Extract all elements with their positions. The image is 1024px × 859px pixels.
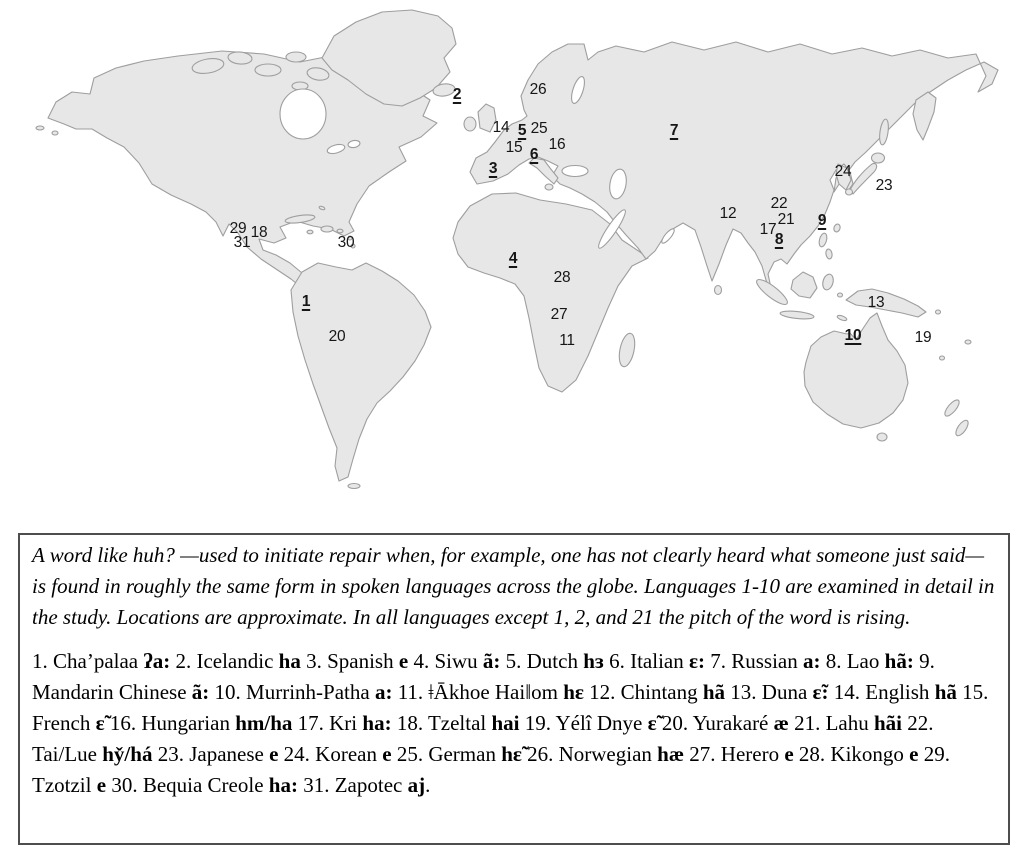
language-form: e — [382, 742, 392, 766]
language-item-11: 11. ǂĀkhoe Haiǁom hɛ — [397, 680, 584, 704]
map-marker-8: 8 — [774, 231, 784, 248]
language-item-6: 6. Italian ɛ: — [609, 649, 705, 673]
language-form: ɛ̃ — [95, 711, 105, 735]
language-form: æ — [773, 711, 789, 735]
map-marker-10: 10 — [844, 327, 862, 344]
language-item-18: 18. Tzeltal hai — [396, 711, 520, 735]
language-form: ha — [278, 649, 301, 673]
map-marker-20: 20 — [328, 328, 346, 345]
map-marker-12: 12 — [719, 205, 737, 222]
language-item-5: 5. Dutch hɜ — [505, 649, 604, 673]
map-marker-23: 23 — [875, 177, 893, 194]
map-marker-24: 24 — [834, 163, 852, 180]
language-item-13: 13. Duna ɛ̃: — [730, 680, 829, 704]
map-marker-15: 15 — [505, 139, 523, 156]
language-form: ɛ̃ — [647, 711, 657, 735]
figure-caption: A word like huh? —used to initiate repair when, for example, one has not clearly heard what someone just said— is found in roughly the same form in spoken languages across the globe. Languages 1-10 are examined in detail in the study. Locations are approximate. In all languages except 1, 2, and 21 the pitch of the word is rising. — [32, 543, 995, 629]
language-form: ɛ: — [689, 649, 705, 673]
language-form: hã — [934, 680, 957, 704]
language-form: hɛ̃ — [501, 742, 522, 766]
map-marker-30: 30 — [337, 234, 355, 251]
language-form: ɛ̃: — [812, 680, 829, 704]
map-marker-11: 11 — [559, 332, 575, 349]
language-item-15: 15. French ɛ̃ — [32, 680, 989, 735]
language-form: a: — [374, 680, 393, 704]
map-marker-27: 27 — [550, 306, 568, 323]
language-item-21: 21. Lahu hãi — [794, 711, 902, 735]
language-item-2: 2. Icelandic ha — [175, 649, 301, 673]
language-item-19: 19. Yélî Dnye ɛ̃ — [524, 711, 657, 735]
language-item-27: 27. Herero e — [689, 742, 794, 766]
language-item-29: 29. Tzotzil e — [32, 742, 950, 797]
map-marker-31: 31 — [233, 234, 251, 251]
language-form: aj — [407, 773, 426, 797]
language-form: hãi — [873, 711, 902, 735]
language-form: e — [784, 742, 794, 766]
language-item-28: 28. Kikongo e — [798, 742, 919, 766]
language-form: hai — [491, 711, 520, 735]
language-form: ha: — [268, 773, 298, 797]
language-form: hæ — [657, 742, 685, 766]
language-item-8: 8. Lao hã: — [825, 649, 914, 673]
language-item-16: 16. Hungarian hm/ha — [109, 711, 293, 735]
map-marker-1: 1 — [301, 293, 311, 310]
language-item-22: 22. Tai/Lue hy̌/há — [32, 711, 934, 766]
map-marker-19: 19 — [914, 329, 932, 346]
language-item-23: 23. Japanese e — [157, 742, 279, 766]
language-item-17: 17. Kri ha: — [297, 711, 392, 735]
caption-box — [18, 533, 1010, 845]
map-marker-14: 14 — [492, 119, 510, 136]
language-list: 1. Cha’palaa ʔa: 2. Icelandic ha 3. Spanish e 4. Siwu ã: 5. Dutch hɜ 6. Italian ɛ: 7. Russian a: 8. Lao hã: 9. Mandarin Chinese ã: 10. Murrinh-Patha a: 11. ǂĀkhoe Haiǁom hɛ 12. Chintang hã 13. Duna ɛ̃: 14. English hã 15. French ɛ̃ 16. Hungarian hm/ha 17. Kri ha: 18. Tzeltal hai 19. Yélî Dnye ɛ̃ 20. Yurakaré æ 21. Lahu hãi 22. Tai/Lue hy̌/há 23. Japanese e 24. Korean e 25. German hɛ̃ 26. Norwegian hæ 27. Herero e 28. Kikongo e 29. Tzotzil e 30. Bequia Creole ha: 31. Zapotec aj. — [32, 649, 989, 797]
language-item-26: 26. Norwegian hæ — [527, 742, 685, 766]
language-item-10: 10. Murrinh-Patha a: — [214, 680, 393, 704]
language-form: ʔa: — [143, 649, 171, 673]
map-marker-25: 25 — [530, 120, 548, 137]
map-marker-18: 18 — [250, 224, 268, 241]
map-marker-16: 16 — [548, 136, 566, 153]
language-form: hɜ — [583, 649, 604, 673]
language-form: e — [269, 742, 279, 766]
map-marker-3: 3 — [488, 160, 498, 177]
language-form: e — [96, 773, 107, 797]
language-item-20: 20. Yurakaré æ — [661, 711, 789, 735]
map-marker-26: 26 — [529, 81, 547, 98]
map-marker-21: 21 — [777, 211, 795, 228]
language-form: ã: — [191, 680, 210, 704]
language-item-1: 1. Cha’palaa ʔa: — [32, 649, 171, 673]
language-form: ha: — [362, 711, 392, 735]
language-form: hm/ha — [235, 711, 293, 735]
language-form: hy̌/há — [102, 742, 153, 766]
map-marker-22: 22 — [770, 195, 788, 212]
language-item-14: 14. English hã — [833, 680, 957, 704]
language-item-25: 25. German hɛ̃ — [396, 742, 522, 766]
language-form: a: — [802, 649, 821, 673]
language-form: ã: — [482, 649, 501, 673]
language-form: hɛ — [563, 680, 584, 704]
map-marker-6: 6 — [529, 146, 539, 163]
language-form: hã: — [884, 649, 914, 673]
language-item-24: 24. Korean e — [283, 742, 392, 766]
map-marker-4: 4 — [508, 250, 518, 267]
map-marker-2: 2 — [452, 86, 462, 103]
language-item-9: 9. Mandarin Chinese ã: — [32, 649, 935, 704]
language-form: e — [398, 649, 409, 673]
map-marker-28: 28 — [553, 269, 571, 286]
language-item-7: 7. Russian a: — [710, 649, 821, 673]
language-form: hã — [702, 680, 726, 704]
language-item-12: 12. Chintang hã — [589, 680, 726, 704]
map-marker-9: 9 — [817, 212, 827, 229]
map-marker-13: 13 — [867, 294, 885, 311]
language-form: e — [909, 742, 919, 766]
language-item-31: 31. Zapotec aj — [303, 773, 426, 797]
map-marker-7: 7 — [669, 122, 679, 139]
map-marker-29: 29 — [229, 220, 247, 237]
map-marker-17: 17 — [759, 221, 777, 238]
language-item-4: 4. Siwu ã: — [413, 649, 501, 673]
language-item-3: 3. Spanish e — [306, 649, 409, 673]
language-item-30: 30. Bequia Creole ha: — [111, 773, 298, 797]
map-marker-5: 5 — [517, 122, 527, 139]
